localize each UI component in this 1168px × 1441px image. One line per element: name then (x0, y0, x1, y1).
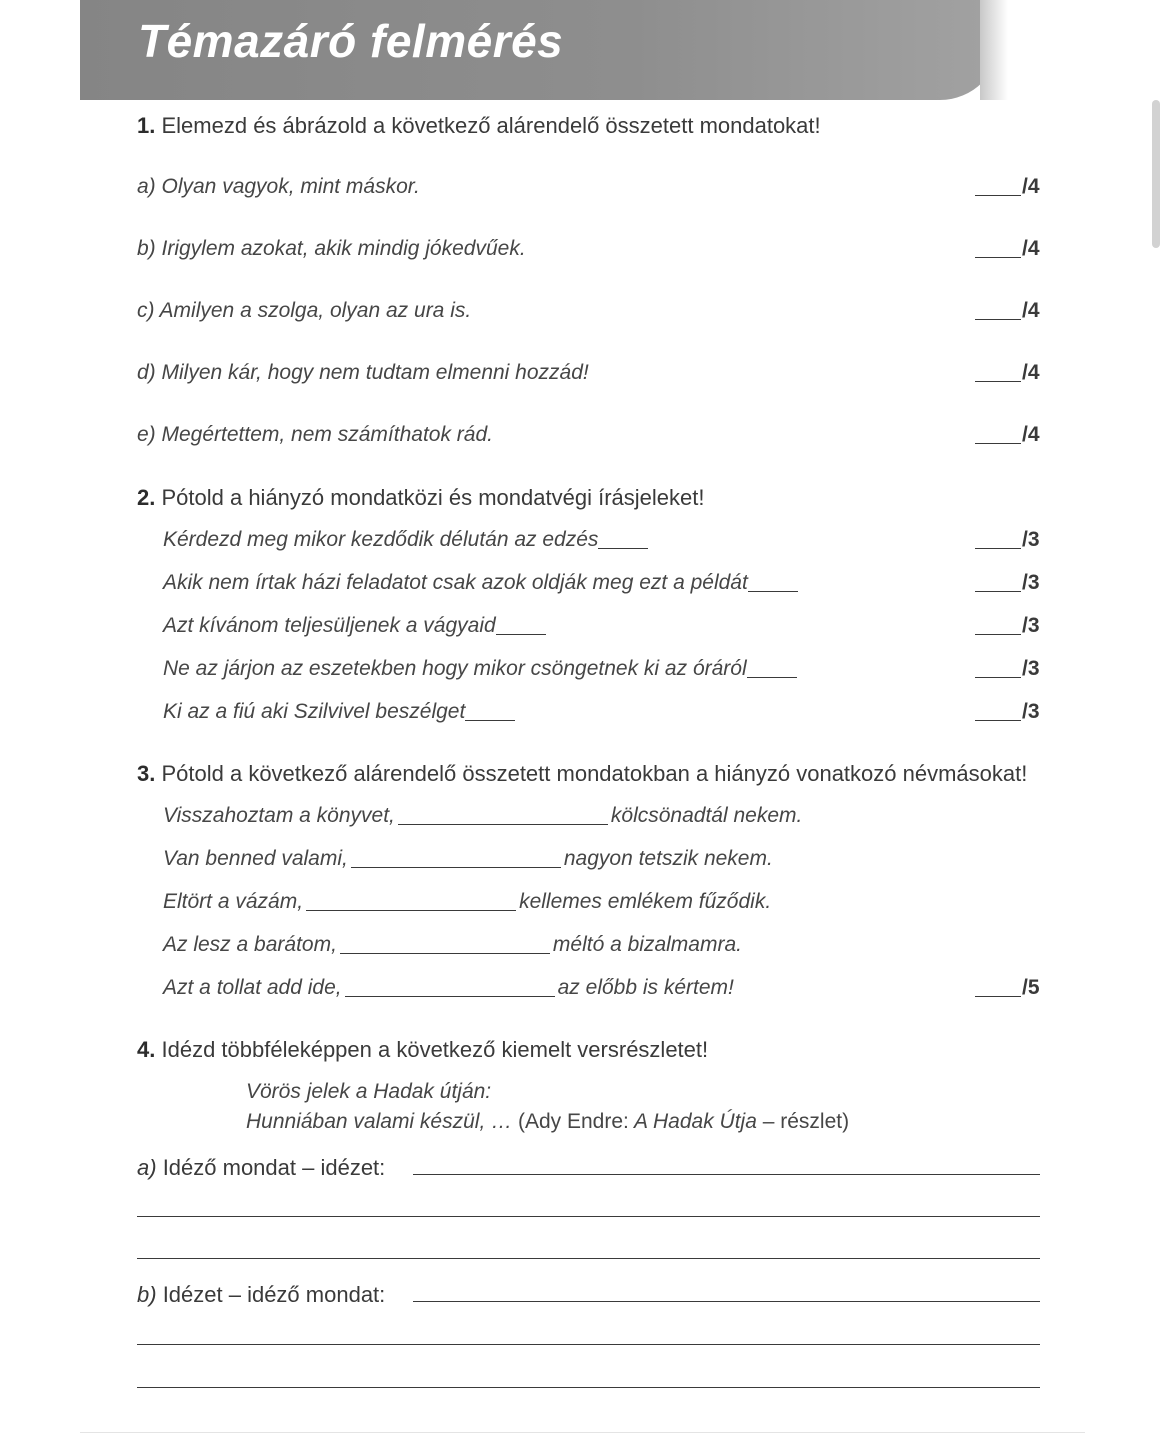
q2-sentence-2-score: /3 (975, 571, 1040, 595)
q2-sentence-5: Ki az a fiú aki Szilvivel beszélget (163, 700, 515, 724)
title-banner (80, 0, 1000, 100)
q3-sentence-5: Azt a tollat add ide, az előbb is kértem! (163, 976, 734, 999)
pronoun-blank[interactable] (306, 910, 516, 911)
punctuation-blank[interactable] (747, 677, 797, 678)
poem-line-2: Hunniában valami készül, … (Ady Endre: A Hadak Útja – részlet) (246, 1110, 850, 1133)
question-2-heading (137, 485, 704, 511)
q2-sentence-3: Azt kívánom teljesüljenek a vágyaid (163, 614, 546, 638)
q1-item-b-score: /4 (975, 237, 1040, 261)
q2-sentence-1: Kérdezd meg mikor kezdődik délután az edzés (163, 528, 648, 552)
question-3-text: Pótold a következő alárendelő összetett mondatokban a hiányzó vonatkozó névmásokat! (161, 761, 1028, 786)
question-4-heading (137, 1037, 708, 1063)
q3-sentence-1: Visszahoztam a könyvet, kölcsönadtál nekem. (163, 804, 803, 827)
answer-b-line-1[interactable] (413, 1301, 1040, 1302)
q1-item-e: e) Megértettem, nem számíthatok rád. (137, 423, 493, 446)
q2-sentence-5-score: /3 (975, 700, 1040, 724)
q1-item-e-score: /4 (975, 423, 1040, 447)
punctuation-blank[interactable] (598, 548, 648, 549)
question-4-number: 4. (137, 1037, 156, 1062)
q3-score: /5 (975, 976, 1040, 1000)
scrollbar[interactable] (1152, 100, 1160, 248)
question-2-number: 2. (137, 485, 156, 510)
citation-open: (Ady Endre: (517, 1110, 629, 1133)
q1-item-c-score: /4 (975, 299, 1040, 323)
answer-a-label: a) Idéző mondat – idézet: (137, 1155, 386, 1180)
question-3-number: 3. (137, 761, 156, 786)
question-3-heading (137, 761, 1027, 787)
q3-sentence-4: Az lesz a barátom, méltó a bizalmamra. (163, 933, 742, 956)
banner-fade (980, 0, 1008, 100)
pronoun-blank[interactable] (340, 953, 550, 954)
punctuation-blank[interactable] (748, 591, 798, 592)
pronoun-blank[interactable] (351, 867, 561, 868)
q1-item-a-score: /4 (975, 175, 1040, 199)
q3-sentence-3: Eltört a vázám, kellemes emlékem fűződik. (163, 890, 772, 913)
q2-sentence-2: Akik nem írtak házi feladatot csak azok oldják meg ezt a példát (163, 571, 798, 595)
q2-sentence-3-score: /3 (975, 614, 1040, 638)
q1-item-d-score: /4 (975, 361, 1040, 385)
q1-item-c: c) Amilyen a szolga, olyan az ura is. (137, 299, 472, 322)
pronoun-blank[interactable] (345, 996, 555, 997)
citation-title: A Hadak Útja (633, 1110, 757, 1133)
answer-b-label: b) Idézet – idéző mondat: (137, 1282, 386, 1307)
question-1-heading (137, 113, 821, 139)
answer-b-line-2[interactable] (137, 1344, 1040, 1345)
punctuation-blank[interactable] (496, 634, 546, 635)
question-4-text: Idézd többféleképpen a következő kiemelt versrészletet! (161, 1037, 709, 1062)
punctuation-blank[interactable] (465, 720, 515, 721)
page-edge (80, 1432, 1085, 1433)
page-title: Témazáró felmérés (138, 15, 564, 67)
answer-a-line-3[interactable] (137, 1258, 1040, 1259)
answer-a-line-1[interactable] (413, 1174, 1040, 1175)
citation-close: – részlet) (762, 1110, 850, 1133)
q2-sentence-4-score: /3 (975, 657, 1040, 681)
question-2-text: Pótold a hiányzó mondatközi és mondatvégi írásjeleket! (161, 485, 705, 510)
q2-sentence-1-score: /3 (975, 528, 1040, 552)
q1-item-b: b) Irigylem azokat, akik mindig jókedvűek. (137, 237, 526, 260)
pronoun-blank[interactable] (398, 824, 608, 825)
q1-item-d: d) Milyen kár, hogy nem tudtam elmenni hozzád! (137, 361, 589, 384)
q2-sentence-4: Ne az járjon az eszetekben hogy mikor csöngetnek ki az óráról (163, 657, 797, 681)
q3-sentence-2: Van benned valami, nagyon tetszik nekem. (163, 847, 773, 870)
answer-b-line-3[interactable] (137, 1387, 1040, 1388)
q1-item-a: a) Olyan vagyok, mint máskor. (137, 175, 420, 198)
question-1-text: Elemezd és ábrázold a következő alárendelő összetett mondatokat! (161, 113, 821, 138)
answer-a-line-2[interactable] (137, 1216, 1040, 1217)
question-1-number: 1. (137, 113, 156, 138)
poem-line-1: Vörös jelek a Hadak útján: (246, 1080, 492, 1103)
